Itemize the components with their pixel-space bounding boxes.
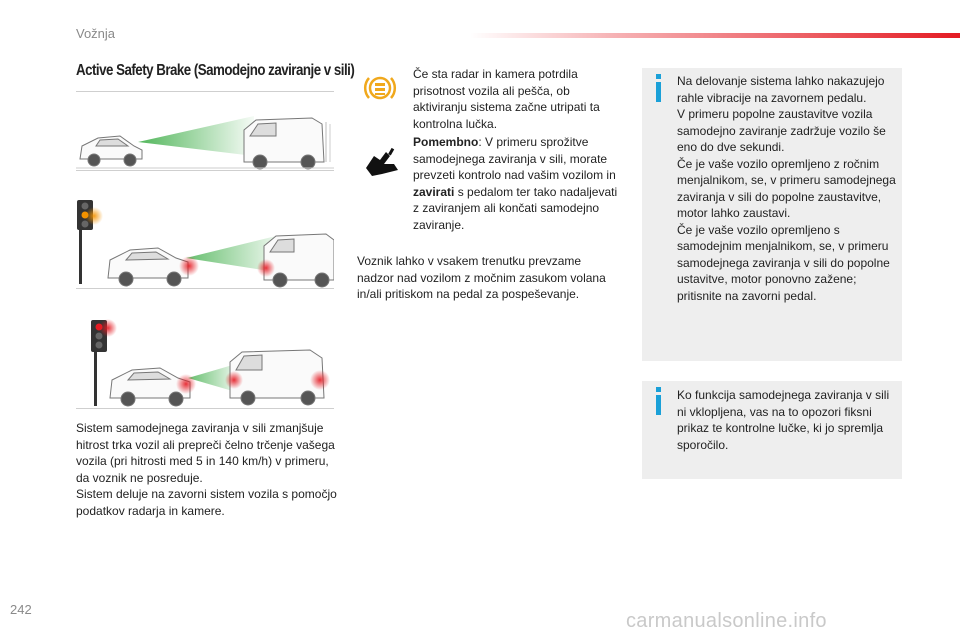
left-paragraph-1: Sistem samodejnega zaviranja v sili zmanjšuje hitrost trka vozil ali prepreči čelno trčenje vašega vozila (pri hitrosti med 5 in 140 km/h) v primeru, da voznik ne posreduje. <box>76 421 335 485</box>
info-box-vibrations <box>642 68 902 361</box>
info-icon <box>656 395 661 415</box>
traffic-light-drawing <box>77 200 103 284</box>
van-drawing <box>264 234 334 287</box>
van-drawing <box>244 118 330 169</box>
important-bold-word: zavirati <box>413 184 455 199</box>
info-line: Če je vaše vozilo opremljeno s samodejnim menjalnikom, se, v primeru samodejnega zaviranja v sili do popolne ustavitve, motor ponovno zažene; pritisnite na zavorni pedal. <box>677 222 890 303</box>
info-line: V primeru popolne zaustavitve vozila samodejno zaviranje zadržuje vozilo še eno do dve sekundi. <box>677 107 886 154</box>
warning-light-text: Če sta radar in kamera potrdila prisotnost vozila ali pešča, ob aktiviranju sistema začne utripati ta kontrolna lučka. <box>413 67 600 131</box>
illustration-radar-detection <box>76 112 334 172</box>
illustration-alert-warning <box>76 196 334 288</box>
car-drawing <box>80 136 142 166</box>
van-drawing <box>230 350 324 405</box>
left-description <box>76 420 341 519</box>
driver-override-text: Voznik lahko v vsakem trenutku prevzame nadzor nad vozilom z močnim zasukom volana in/ali pritiskom na pedal za pospeševanje. <box>357 254 606 301</box>
section-title: Active Safety Brake (Samodejno zaviranje v sili) <box>76 62 355 79</box>
watermark: carmanualsonline.info <box>626 610 827 632</box>
page-number: 242 <box>10 602 32 617</box>
header-accent-bar <box>470 33 960 38</box>
info-box-disabled <box>642 381 902 479</box>
important-label: Pomembno <box>413 135 479 149</box>
info-box-text <box>677 73 899 304</box>
car-drawing <box>108 248 188 286</box>
illustration-divider <box>76 288 334 289</box>
title-divider <box>76 91 334 92</box>
illustration-divider <box>76 408 334 409</box>
illustration-emergency-braking <box>76 318 334 408</box>
info-line: Če je vaše vozilo opremljeno z ročnim menjalnikom, se, v primeru samodejnega zaviranja v sili do popolne zaustavitve, motor lahko zaustavi. <box>677 156 896 220</box>
important-text-1: : V primeru sprožitve samodejnega zaviranja v sili, morate prevzeti kontrolo nad vašim vozilom in <box>413 135 616 182</box>
illustration-divider <box>76 170 334 171</box>
chapter-title: Vožnja <box>76 26 116 41</box>
info-box-text: Ko funkcija samodejnega zaviranja v sili ni vklopljena, vas na to opozori fiksni prikaz te kontrolne lučke, ki jo spremlja sporočilo. <box>677 388 890 452</box>
important-note <box>413 134 618 233</box>
important-hand-icon <box>364 146 400 178</box>
left-paragraph-2: Sistem deluje na zavorni sistem vozila s pomočjo podatkov radarja in kamere. <box>76 487 337 518</box>
info-line: Na delovanje sistema lahko nakazujejo rahle vibracije na zavornem pedalu. <box>677 74 885 105</box>
radar-beam <box>138 116 254 156</box>
info-icon <box>656 82 661 102</box>
important-text-2: s pedalom ter tako nadaljevati z zaviranjem ali končati samodejno zaviranje. <box>413 184 618 232</box>
brake-warning-icon <box>362 70 398 106</box>
